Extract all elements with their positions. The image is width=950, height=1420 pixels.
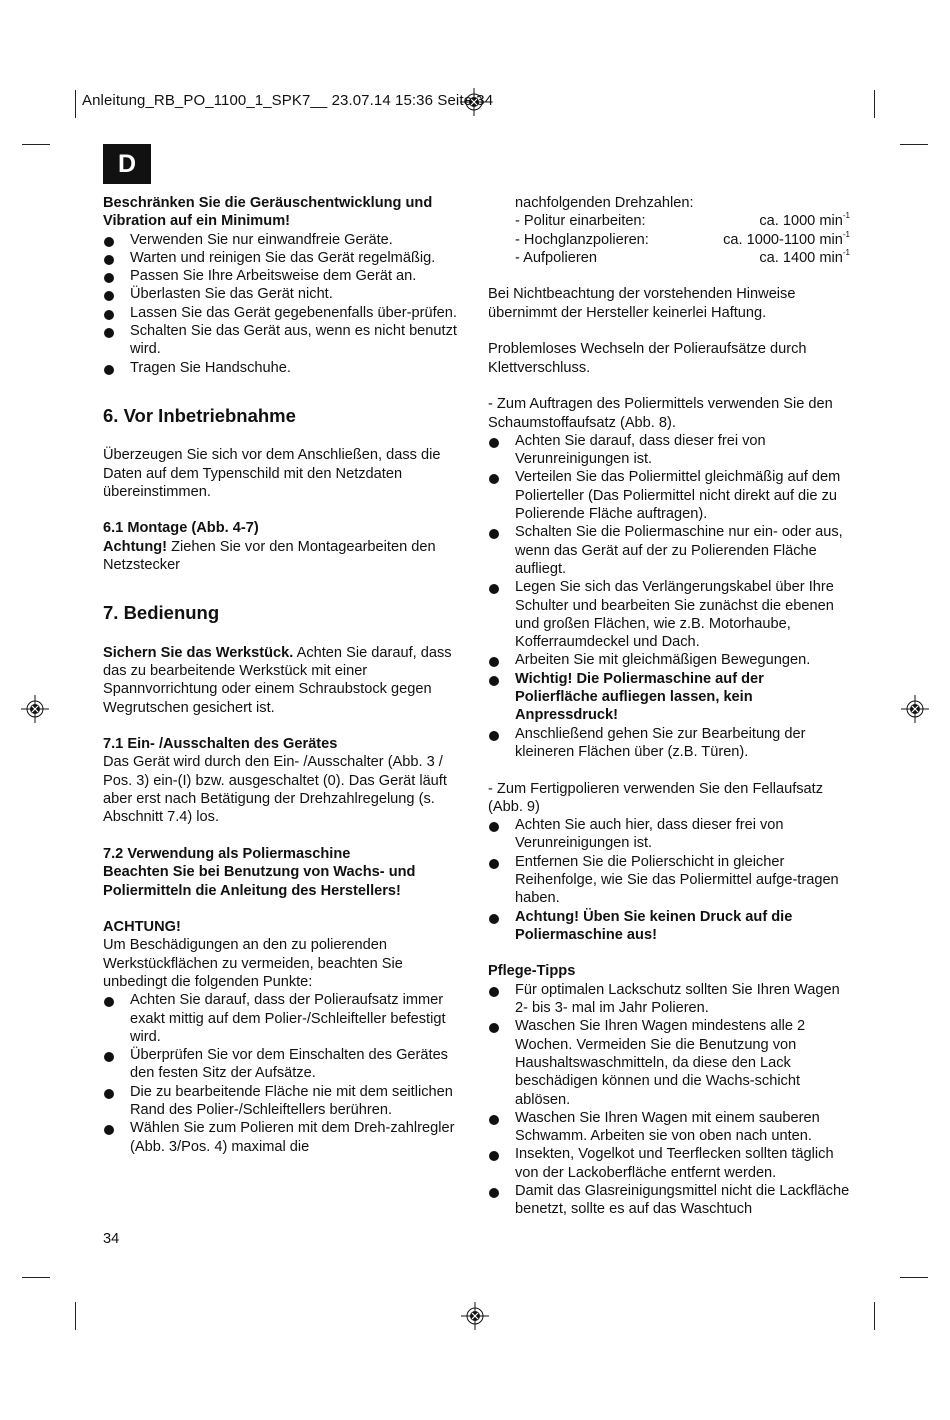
registration-mark-right-icon [901, 695, 929, 723]
fur-intro: - Zum Fertigpolieren verwenden Sie den Fellaufsatz (Abb. 9) [488, 780, 824, 815]
foam-bullet-list [488, 432, 850, 761]
speed-value: ca. 1400 $\min^{-1}$ [759, 247, 850, 266]
crop-mark-top-left [75, 90, 76, 118]
warning-item: Wichtig! Die Poliermaschine auf der Polierfläche aufliegen lassen, kein Anpressdruck! [488, 670, 850, 725]
list-item: Arbeiten Sie mit gleichmäßigen Bewegungen. [488, 651, 850, 669]
list-item: Tragen Sie Handschuhe. [103, 359, 465, 377]
section-7-2-subtitle: Beachten Sie bei Benutzung von Wachs- und Poliermitteln die Anleitung des Herstellers! [103, 864, 416, 899]
care-tips-title: Pflege-Tipps [488, 963, 576, 980]
crop-mark-right-upper [900, 144, 928, 145]
attention-bullet-list [103, 991, 465, 1156]
list-item: Insekten, Vogelkot und Teerflecken sollten täglich von der Lackoberfläche entfernt werden. [488, 1145, 850, 1182]
speed-value: ca. 1000 $\min^{-1}$ [759, 211, 850, 230]
list-item: Achten Sie darauf, dass der Polieraufsatz immer exakt mittig auf dem Polier-/Schleifteller befestigt wird. [103, 991, 465, 1046]
list-item: Schalten Sie das Gerät aus, wenn es nicht benutzt wird. [103, 322, 465, 359]
crop-mark-left-lower [22, 1277, 50, 1278]
list-item: Waschen Sie Ihren Wagen mindestens alle 2 Wochen. Vermeiden Sie die Benutzung von Haushaltswaschmitteln, da diese den Lack beschädigen können und die Wachs-schicht ablösen. [488, 1017, 850, 1108]
crop-mark-bottom-left [75, 1302, 76, 1330]
fur-bullet-list [488, 816, 850, 944]
section-7-text [103, 644, 465, 717]
speed-value: ca. 1000-1100 $\min^{-1}$ [723, 229, 850, 248]
warning-item: Achtung! Üben Sie keinen Druck auf die Poliermaschine aus! [488, 908, 850, 945]
care-bullet-list [488, 981, 850, 1219]
list-item: Anschließend gehen Sie zur Bearbeitung der kleineren Flächen über (z.B. Türen). [488, 725, 850, 762]
speed-row [488, 212, 850, 230]
list-item: Schalten Sie die Poliermaschine nur ein- oder aus, wenn das Gerät auf der zu Polierenden Fläche aufliegt. [488, 523, 850, 578]
crop-mark-bottom-right [874, 1302, 875, 1330]
section-7-1-title: 7.1 Ein- /Ausschalten des Gerätes [103, 736, 338, 753]
section-6-text: Überzeugen Sie sich vor dem Anschließen, dass die Daten auf dem Typenschild mit den Netzdaten übereinstimmen. [103, 447, 441, 500]
right-column [488, 194, 850, 1219]
intro-bullet-list [103, 231, 465, 377]
speed-label: - Politur einarbeiten: [515, 213, 646, 230]
attention-title: ACHTUNG! [103, 919, 181, 936]
section-7-2-title: 7.2 Verwendung als Poliermaschine [103, 845, 351, 862]
registration-mark-left-icon [21, 695, 49, 723]
list-item: Damit das Glasreinigungsmittel nicht die Lackfläche benetzt, sollte es auf das Waschtuch [488, 1182, 850, 1219]
language-tag: D [103, 144, 151, 184]
print-slug: Anleitung_RB_PO_1100_1_SPK7__ 23.07.14 15:36 Seite 34 [82, 92, 494, 109]
list-item: Passen Sie Ihre Arbeitsweise dem Gerät an. [103, 267, 465, 285]
speed-row [488, 231, 850, 249]
crop-mark-top-right [874, 90, 875, 118]
speed-row [488, 249, 850, 267]
list-item: Verteilen Sie das Poliermittel gleichmäßig auf dem Polierteller (Das Poliermittel nicht direkt auf die zu Polierende Fläche auftragen). [488, 468, 850, 523]
section-6-1-body: Ziehen Sie vor den Montagearbeiten den Netzstecker [103, 538, 436, 574]
section-7-1-text: Das Gerät wird durch den Ein- /Ausschalter (Abb. 3 / Pos. 3) ein-(I) bzw. ausgeschaltet (0). Das Gerät läuft aber erst nach Betätigung der Drehzahlregelung (s. Abschnitt 7.4) los. [103, 754, 447, 826]
list-item: Entfernen Sie die Polierschicht in gleicher Reihenfolge, wie Sie das Poliermittel aufge-tragen haben. [488, 853, 850, 908]
list-item: Waschen Sie Ihren Wagen mit einem sauberen Schwamm. Arbeiten sie von oben nach unten. [488, 1109, 850, 1146]
list-item: Legen Sie sich das Verlängerungskabel über Ihre Schulter und bearbeiten Sie zunächst die ebenen und großen Flächen, wie z.B. Motorhaube, Kofferraumdeckel und Dach. [488, 578, 850, 651]
list-item: Verwenden Sie nur einwandfreie Geräte. [103, 231, 465, 249]
list-item: Die zu bearbeitende Fläche nie mit dem seitlichen Rand des Polier-/Schleiftellers berühren. [103, 1083, 465, 1120]
list-item: Lassen Sie das Gerät gegebenenfalls über-prüfen. [103, 304, 465, 322]
list-item: Überprüfen Sie vor dem Einschalten des Gerätes den festen Sitz der Aufsätze. [103, 1046, 465, 1083]
speed-label: - Aufpolieren [515, 249, 597, 266]
section-6-1-title: 6.1 Montage (Abb. 4-7) [103, 520, 259, 537]
foam-intro: - Zum Auftragen des Poliermittels verwenden Sie den Schaumstoffaufsatz (Abb. 8). [488, 396, 833, 431]
attention-label: Achtung! [103, 538, 168, 555]
registration-mark-bottom-icon [461, 1302, 489, 1330]
crop-mark-left-upper [22, 144, 50, 145]
velcro-note: Problemloses Wechseln der Polieraufsätze durch Klettverschluss. [488, 341, 807, 376]
list-item: Warten und reinigen Sie das Gerät regelmäßig. [103, 249, 465, 267]
section-7-title: 7. Bedienung [103, 602, 220, 624]
speeds-intro: nachfolgenden Drehzahlen: [515, 195, 694, 211]
speed-label: - Hochglanzpolieren: [515, 231, 649, 248]
page-number: 34 [103, 1231, 120, 1247]
list-item: Wählen Sie zum Polieren mit dem Dreh-zahlregler (Abb. 3/Pos. 4) maximal die [103, 1119, 465, 1156]
intro-heading: Beschränken Sie die Geräuschentwicklung und Vibration auf ein Minimum! [103, 195, 433, 230]
list-item: Achten Sie darauf, dass dieser frei von Verunreinigungen ist. [488, 432, 850, 469]
section-7-body: Achten Sie darauf, dass das zu bearbeitende Werkstück mit einer Spannvorrichtung oder einem Schraubstock gegen Wegrutschen gesichert ist. [103, 644, 452, 716]
list-item: Überlasten Sie das Gerät nicht. [103, 285, 465, 303]
left-column [103, 194, 465, 1156]
list-item: Achten Sie auch hier, dass dieser frei von Verunreinigungen ist. [488, 816, 850, 853]
section-7-lead: Sichern Sie das Werkstück. [103, 644, 294, 661]
liability-note: Bei Nichtbeachtung der vorstehenden Hinweise übernimmt der Hersteller keinerlei Haftung. [488, 286, 796, 321]
list-item: Für optimalen Lackschutz sollten Sie Ihren Wagen 2- bis 3- mal im Jahr Polieren. [488, 981, 850, 1018]
section-6-title: 6. Vor Inbetriebnahme [103, 404, 296, 426]
crop-mark-right-lower [900, 1277, 928, 1278]
attention-text: Um Beschädigungen an den zu polierenden Werkstückflächen zu vermeiden, beachten Sie unbedingt die folgenden Punkte: [103, 937, 403, 990]
section-6-1-text [103, 538, 465, 575]
